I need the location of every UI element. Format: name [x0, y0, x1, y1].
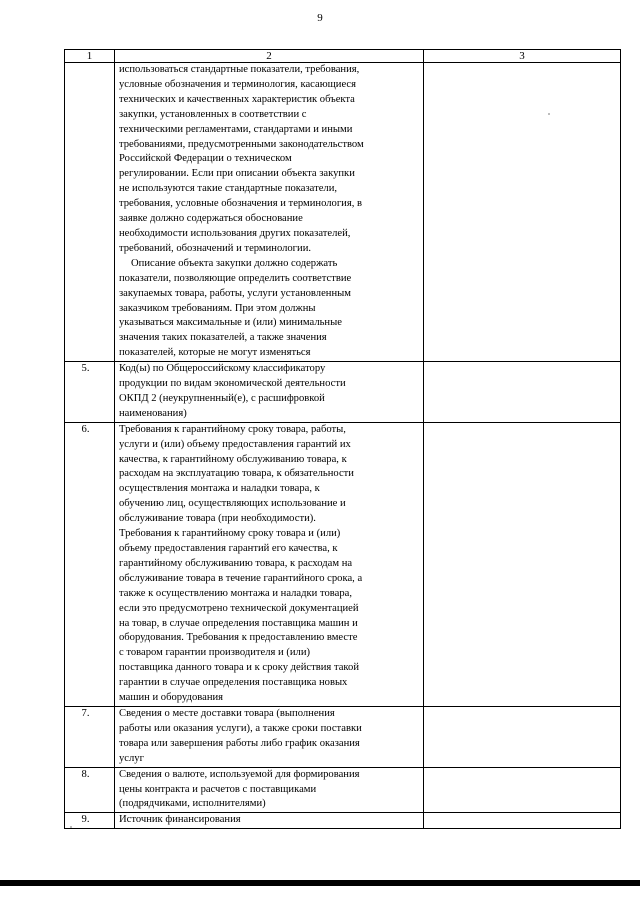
row-value-cell — [424, 362, 621, 423]
row-value-cell — [424, 767, 621, 813]
scan-speck — [548, 113, 550, 115]
row-description-text: Сведения о валюте, используемой для формирования цены контракта и расчетов с поставщиками (подрядчиками, исполнителями) — [119, 768, 360, 810]
row-number-cell: 5. — [65, 362, 115, 423]
row-number-cell: 9. — [65, 813, 115, 829]
header-col-2: 2 — [115, 50, 424, 63]
row-value-cell — [424, 706, 621, 767]
requirements-table — [64, 49, 621, 829]
scan-speck — [70, 826, 72, 828]
row-description-cell — [115, 813, 424, 829]
row-value-cell — [424, 63, 621, 362]
row-number-cell: 7. — [65, 706, 115, 767]
row-description-cell — [115, 422, 424, 706]
row-description-text: Код(ы) по Общероссийскому классификатору продукции по видам экономической деятельности ОКПД 2 (неукрупненный(е), с расшифровкой наименования) — [119, 363, 346, 419]
table-row-8 — [65, 767, 621, 813]
row-description-cell — [115, 63, 424, 362]
row-description-text: Требования к гарантийному сроку товара, работы, услуги и (или) объему предоставления гарантий их качества, к гарантийному обслуживанию товара, к расходам на эксплуатацию товара, к обязательности осуществления монтажа и наладки товара, к обучению лиц, осуществляющих использование и обслуживание товара (при необходимости). Требования к гарантийному сроку товара и (или) объему предоставления гарантий его качества, к гарантийному обслуживанию товара, к расходам на обслуживание товара в течение гарантийного срока, а также к осуществлению монтажа и наладки товара, если это предусмотрено технической документацией на товар, в случае определения поставщика машин и оборудования. Требования к предоставлению вместе с товаром гарантии производителя и (или) поставщика данного товара и к сроку действия такой гарантии в случае определения поставщика новых машин и оборудования — [119, 423, 363, 704]
row-number-cell: 8. — [65, 767, 115, 813]
table-header-row — [65, 50, 621, 63]
row-description-cell — [115, 767, 424, 813]
table-row-continuation — [65, 63, 621, 362]
continuation-paragraph-2: Описание объекта закупки должно содержать показатели, позволяющие определить соответствие закупаемых товара, работы, услуги установленным заказчиком требованиям. При этом должны указываться максимальные и (или) минимальные значения таких показателей, а также значения показателей, которые не могут изменяться — [119, 257, 352, 359]
continuation-paragraph-1: использоваться стандартные показатели, требования, условные обозначения и терминология, касающиеся технических и качественных характеристик объекта закупки, установленных в соответствии с техническими регламентами, стандартами и иными требованиями, предусмотренными законодательством Российской Федерации о техническом регулировании. Если при описании объекта закупки не используются такие стандартные показатели, требования, условные обозначения и терминология, в заявке должно содержаться обоснование необходимости использования других показателей, требований, обозначений и терминологии. — [119, 64, 364, 254]
row-number-cell: 6. — [65, 422, 115, 706]
row-value-cell — [424, 422, 621, 706]
table-row-6 — [65, 422, 621, 706]
row-description-cell — [115, 706, 424, 767]
table-row-9 — [65, 813, 621, 829]
row-description-text: Сведения о месте доставки товара (выполнения работы или оказания услуги), а также сроки поставки товара или завершения работы либо график оказания услуг — [119, 707, 362, 764]
page-number: 9 — [317, 12, 323, 24]
row-description-text: Источник финансирования — [119, 814, 241, 826]
scan-edge-bar — [0, 880, 640, 886]
table-row-7 — [65, 706, 621, 767]
header-col-3: 3 — [424, 50, 621, 63]
row-number-cell — [65, 63, 115, 362]
row-value-cell — [424, 813, 621, 829]
header-col-1: 1 — [65, 50, 115, 63]
row-description-cell — [115, 362, 424, 423]
table-row-5 — [65, 362, 621, 423]
